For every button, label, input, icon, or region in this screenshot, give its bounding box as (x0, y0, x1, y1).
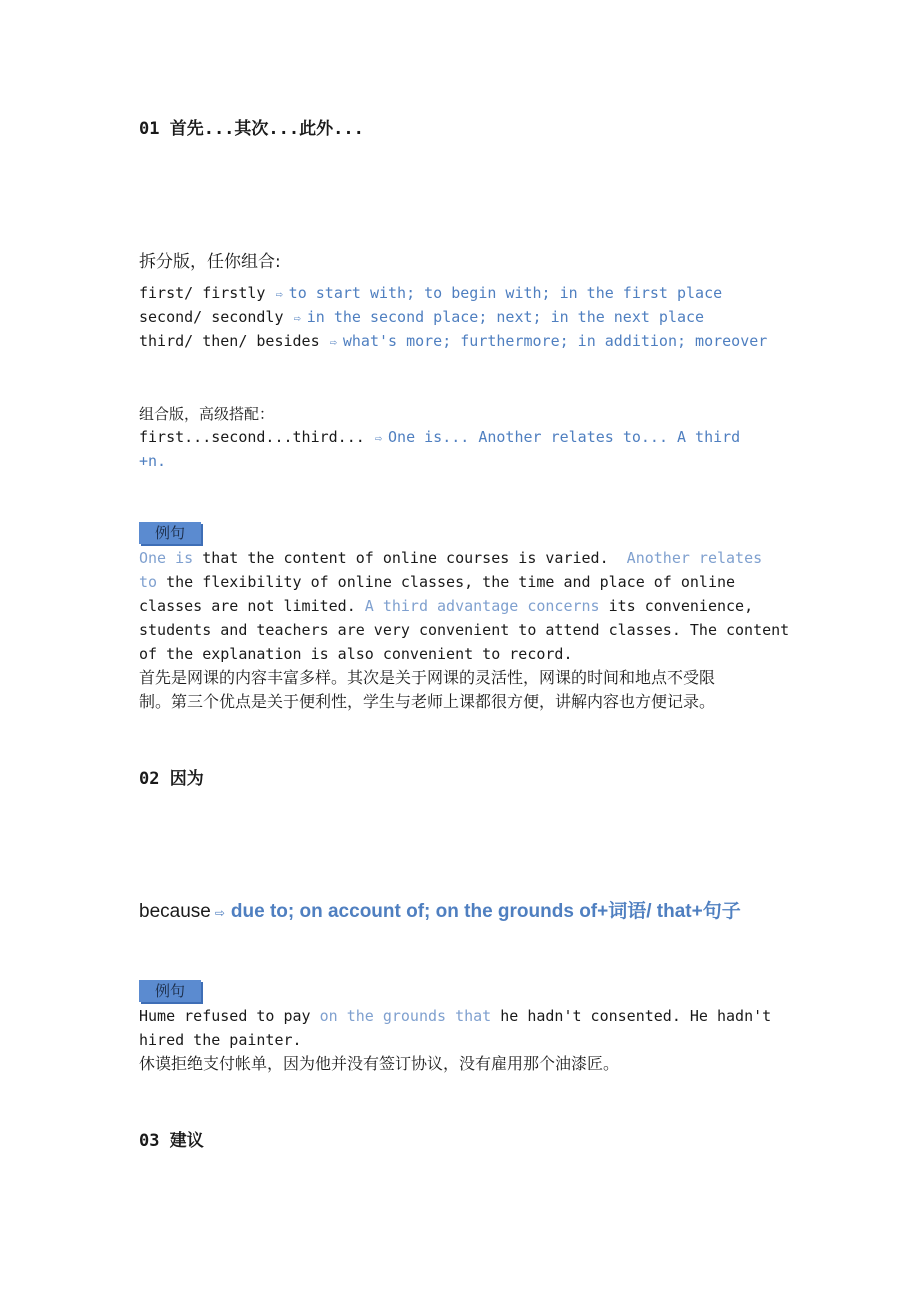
right-arrow-icon: ⇨ (374, 431, 383, 445)
right-arrow-icon: ⇨ (214, 906, 225, 920)
example-highlight-one-is: One is (139, 549, 194, 567)
because-right: due to; on account of; on the grounds of+词语/ that+句子 (230, 901, 741, 922)
section-heading-02: 02 因为 (139, 769, 204, 789)
example-line-3 (139, 594, 753, 618)
right-arrow-icon: ⇨ (275, 287, 283, 301)
translation2-line: 休谟拒绝支付帐单，因为他并没有签订协议，没有雇用那个油漆匠。 (139, 1054, 620, 1073)
split-row-1-right: to start with; to begin with; in the first place (288, 284, 723, 302)
because-row (139, 896, 741, 923)
example-highlight-to: to (139, 573, 158, 591)
example-tag-label: 例句 (139, 522, 201, 544)
split-row-2 (139, 305, 704, 330)
example-tag-1 (139, 522, 201, 544)
section-heading-01: 01 首先...其次...此外... (139, 119, 364, 139)
example-line-2 (139, 570, 735, 594)
combo-row (139, 425, 740, 450)
example-text: classes are not limited. (139, 597, 365, 615)
example-tag-2 (139, 980, 201, 1002)
combo-title: 组合版，高级搭配： (139, 405, 275, 423)
example-line-5: of the explanation is also convenient to record. (139, 645, 573, 663)
split-row-3-left: third/ then/ besides (139, 332, 320, 350)
split-row-3-right: what's more; furthermore; in addition; moreover (342, 332, 768, 350)
combo-right-cont: +n. (139, 452, 167, 470)
example-highlight-another: Another relates (626, 549, 763, 567)
split-row-3 (139, 329, 767, 354)
split-row-1 (139, 281, 722, 306)
example-text: the flexibility of online classes, the time and place of online (157, 573, 736, 591)
right-arrow-icon: ⇨ (293, 311, 301, 325)
combo-left: first...second...third... (139, 428, 365, 446)
split-row-2-right: in the second place; next; in the next place (306, 308, 705, 326)
combo-right: One is... Another relates to... A third (388, 428, 741, 446)
section-heading-03: 03 建议 (139, 1131, 204, 1151)
example-line-1 (139, 546, 762, 570)
example-highlight-grounds: on the grounds that (319, 1007, 492, 1025)
right-arrow-icon: ⇨ (329, 335, 337, 349)
example-tag-label: 例句 (139, 980, 201, 1002)
example-highlight-third: A third advantage concerns (364, 597, 600, 615)
example2-line-1 (139, 1004, 771, 1028)
example-line-4: students and teachers are very convenient to attend classes. The content (139, 621, 790, 639)
example2-line-2: hired the painter. (139, 1031, 302, 1049)
example-text: Hume refused to pay (139, 1007, 320, 1025)
example-text: its convenience, (599, 597, 754, 615)
split-row-1-left: first/ firstly (139, 284, 266, 302)
example-text: that the content of online courses is varied. (193, 549, 618, 567)
because-left: because (139, 901, 211, 922)
translation-line-1: 首先是网课的内容丰富多样。其次是关于网课的灵活性，网课的时间和地点不受限 (139, 668, 716, 687)
split-row-2-left: second/ secondly (139, 308, 284, 326)
translation-line-2: 制。第三个优点是关于便利性，学生与老师上课都很方便，讲解内容也方便记录。 (139, 692, 716, 711)
split-title: 拆分版，任你组合: (139, 252, 281, 272)
example-text: he hadn't consented. He hadn't (491, 1007, 772, 1025)
